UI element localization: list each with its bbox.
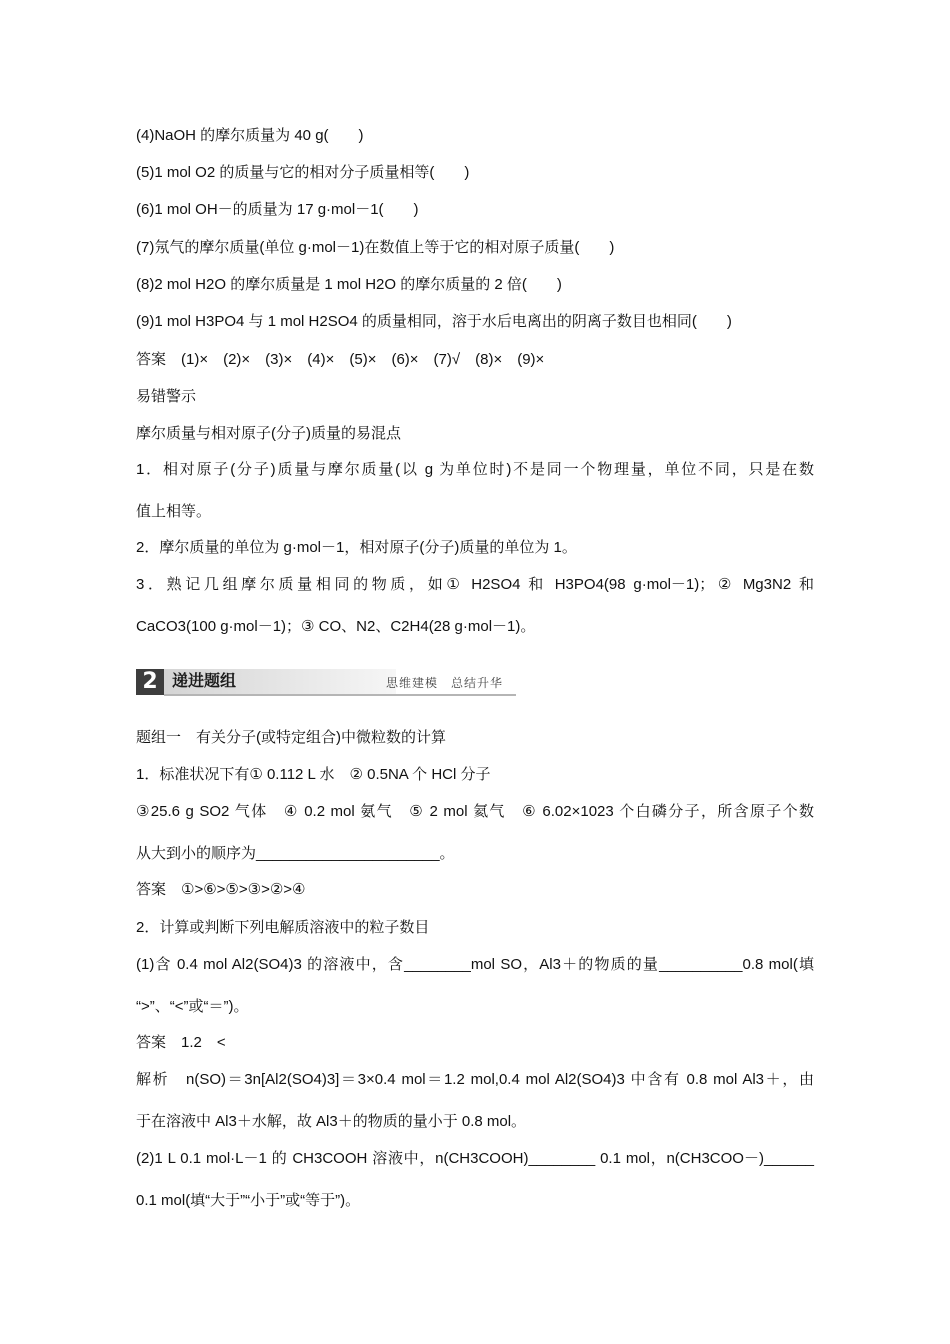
problem-1-blank: 从大到小的顺序为______________________。 xyxy=(136,845,455,862)
problem-1: 1．标准状况下有① 0.112 L 水 ② 0.5NA 个 HCl 分子 xyxy=(136,766,491,783)
warning-heading: 易错警示 xyxy=(136,388,197,405)
problem-2-part-1: (1)含 0.4 mol Al2(SO4)3 的溶液中，含________mol SO，Al3＋的物质的量__________0.8 mol(填 xyxy=(136,956,814,973)
section-title-bg xyxy=(164,669,396,695)
answer-line: 答案 (1)× (2)× (3)× (4)× (5)× (6)× (7)√ (8)× (9)× xyxy=(136,351,545,368)
problem-2-analysis: 解析 n(SO)＝3n[Al2(SO4)3]＝3×0.4 mol＝1.2 mol,0.4 mol Al2(SO4)3 中含有 0.8 mol Al3＋，由 xyxy=(136,1071,814,1088)
problem-2: 2．计算或判断下列电解质溶液中的粒子数目 xyxy=(136,919,430,936)
problem-2-part-2: (2)1 L 0.1 mol·L－1 的 CH3COOH 溶液中，n(CH3COOH)________ 0.1 mol，n(CH3COO－)______ xyxy=(136,1150,814,1167)
problem-2-answer: 答案 1.2 < xyxy=(136,1034,226,1051)
section-subtitle: 思维建模 总结升华 xyxy=(386,676,504,690)
question-5: (5)1 mol O2 的质量与它的相对分子质量相等( ) xyxy=(136,164,470,181)
warning-point-1-cont: 值上相等。 xyxy=(136,503,212,520)
question-9: (9)1 mol H3PO4 与 1 mol H2SO4 的质量相同，溶于水后电离出的阴离子数目也相同( ) xyxy=(136,313,732,330)
question-6: (6)1 mol OH－的质量为 17 g·mol－1( ) xyxy=(136,201,419,218)
warning-point-1: 1．相对原子(分子)质量与摩尔质量(以 g 为单位时)不是同一个物理量，单位不同，只是在数 xyxy=(136,461,814,478)
group-1-title: 题组一 有关分子(或特定组合)中微粒数的计算 xyxy=(136,729,446,746)
question-4: (4)NaOH 的摩尔质量为 40 g( ) xyxy=(136,127,364,144)
question-8: (8)2 mol H2O 的摩尔质量是 1 mol H2O 的摩尔质量的 2 倍( ) xyxy=(136,276,562,293)
section-number: 2 xyxy=(136,669,164,695)
problem-1-items: ③25.6 g SO2 气体 ④ 0.2 mol 氨气 ⑤ 2 mol 氦气 ⑥ 6.02×1023 个白磷分子，所含原子个数 xyxy=(136,803,814,820)
section-header xyxy=(136,669,516,697)
warning-point-3-cont: CaCO3(100 g·mol－1)；③ CO、N2、C2H4(28 g·mol－1)。 xyxy=(136,618,536,635)
warning-point-2: 2．摩尔质量的单位为 g·mol－1，相对原子(分子)质量的单位为 1。 xyxy=(136,539,577,556)
problem-1-answer: 答案 ①>⑥>⑤>③>②>④ xyxy=(136,881,306,898)
section-title: 递进题组 xyxy=(172,673,237,690)
warning-point-3: 3．熟记几组摩尔质量相同的物质，如① H2SO4 和 H3PO4(98 g·mol－1)；② Mg3N2 和 xyxy=(136,576,814,593)
problem-2-analysis-cont: 于在溶液中 Al3＋水解，故 Al3＋的物质的量小于 0.8 mol。 xyxy=(136,1113,527,1130)
section-underline xyxy=(164,694,516,696)
warning-subheading: 摩尔质量与相对原子(分子)质量的易混点 xyxy=(136,425,401,442)
problem-2-part-1-cont: “>”、“<”或“＝”)。 xyxy=(136,998,249,1015)
question-7: (7)氖气的摩尔质量(单位 g·mol－1)在数值上等于它的相对原子质量( ) xyxy=(136,239,615,256)
problem-2-part-2-cont: 0.1 mol(填“大于”“小于”或“等于”)。 xyxy=(136,1192,361,1209)
